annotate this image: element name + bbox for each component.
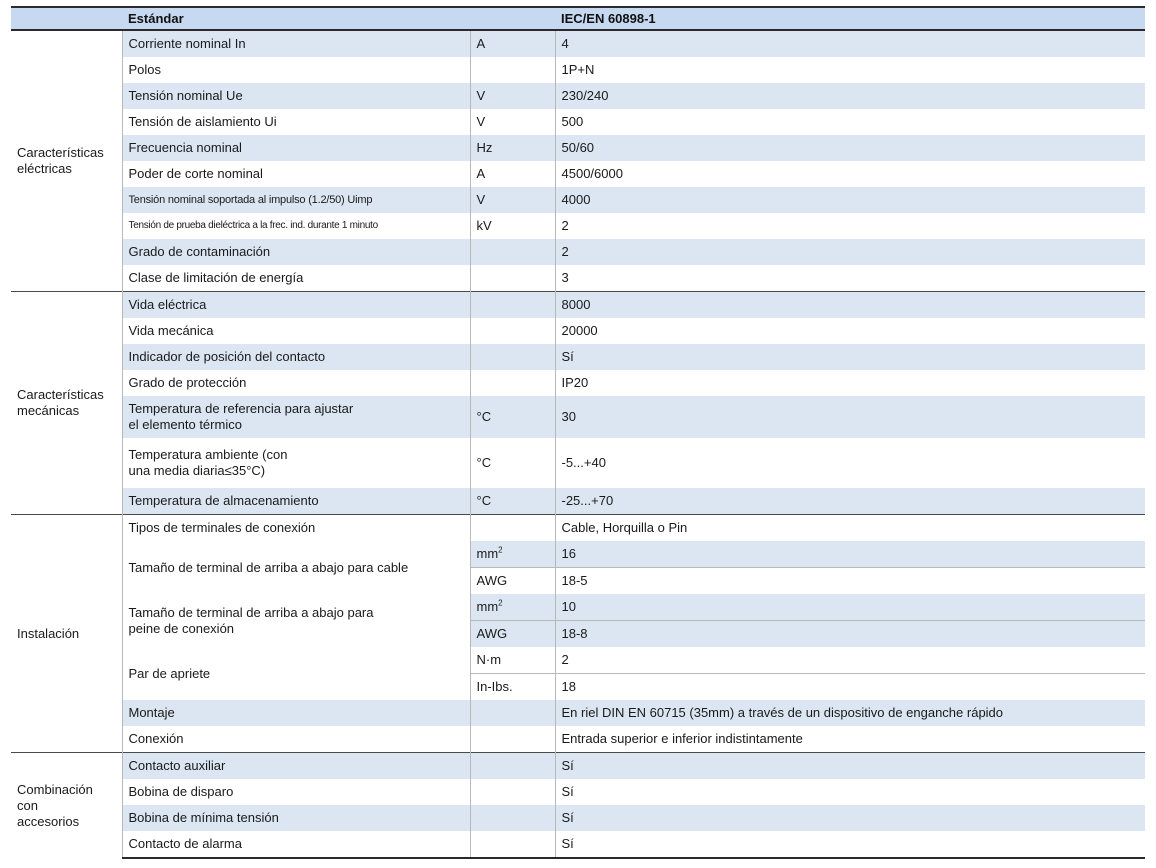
value-cell: Entrada superior e inferior indistintamente xyxy=(561,731,803,746)
table-row xyxy=(11,541,1145,568)
unit-cell xyxy=(470,700,555,726)
table-header-row xyxy=(11,7,1145,30)
value-cell: 8000 xyxy=(555,292,1145,319)
spec-table xyxy=(11,6,1145,859)
group-label-electrical: Características eléctricas xyxy=(11,30,122,292)
table-row xyxy=(11,647,1145,674)
value-cell: IP20 xyxy=(561,375,589,390)
group-label-line: con xyxy=(17,797,38,813)
param-line: una media diaria≤35°C) xyxy=(128,463,266,478)
section-installation xyxy=(11,515,1145,753)
table-row xyxy=(11,753,1145,780)
param-cell: Temperatura de almacenamiento xyxy=(122,488,470,515)
table-row xyxy=(11,779,1145,805)
section-electrical xyxy=(11,30,1145,292)
param-cell xyxy=(122,396,470,438)
header-label: Estándar xyxy=(122,7,470,30)
unit-exponent: 2 xyxy=(498,598,503,608)
group-label-line: Combinación xyxy=(17,781,93,797)
unit-cell xyxy=(470,805,555,831)
value-cell: 4 xyxy=(555,30,1145,57)
table-row xyxy=(11,109,1145,135)
value-cell: 2 xyxy=(561,652,569,667)
unit-cell: V xyxy=(470,83,555,109)
value-cell: 18-5 xyxy=(555,568,1145,595)
param-cell: Tamaño de terminal de arriba a abajo para cable xyxy=(122,541,470,594)
table-row xyxy=(11,30,1145,57)
table-row xyxy=(11,292,1145,319)
unit-cell xyxy=(470,344,555,370)
param-cell: Clase de limitación de energía xyxy=(128,270,304,285)
value-cell: 18-8 xyxy=(555,621,1145,648)
table-row xyxy=(11,396,1145,438)
unit-cell xyxy=(470,831,555,858)
value-cell: 230/240 xyxy=(555,83,1145,109)
param-cell: Grado de contaminación xyxy=(122,239,470,265)
value-cell: -25...+70 xyxy=(555,488,1145,515)
param-cell: Par de apriete xyxy=(128,665,211,681)
group-label-line: accesorios xyxy=(17,813,80,829)
value-cell: Sí xyxy=(555,805,1145,831)
unit-cell: °C xyxy=(470,396,555,438)
unit-cell: AWG xyxy=(470,621,555,648)
value-cell: En riel DIN EN 60715 (35mm) a través de un dispositivo de enganche rápido xyxy=(555,700,1145,726)
param-cell: Tensión nominal Ue xyxy=(122,83,470,109)
unit-cell xyxy=(470,265,555,292)
unit-exponent: 2 xyxy=(498,545,503,555)
param-cell: Bobina de mínima tensión xyxy=(122,805,470,831)
table-row xyxy=(11,318,1145,344)
table-row xyxy=(11,594,1145,621)
group-label-installation: Instalación xyxy=(11,515,122,753)
header-group-cell xyxy=(11,7,122,30)
value-cell: 500 xyxy=(561,114,584,129)
unit-cell xyxy=(470,541,555,568)
table-row xyxy=(11,83,1145,109)
table-row xyxy=(11,515,1145,542)
param-cell: Vida eléctrica xyxy=(122,292,470,319)
param-cell: Frecuencia nominal xyxy=(122,135,470,161)
section-mechanical xyxy=(11,292,1145,515)
unit-cell: °C xyxy=(470,438,555,488)
unit-cell: V xyxy=(470,109,555,135)
value-cell: Sí xyxy=(555,753,1145,780)
unit-text: mm xyxy=(476,599,499,614)
section-accessories xyxy=(11,753,1145,859)
param-cell: Vida mecánica xyxy=(128,323,214,338)
unit-cell xyxy=(470,318,555,344)
param-line: Temperatura ambiente (con xyxy=(128,447,288,462)
param-cell xyxy=(122,438,470,488)
param-cell: Tensión de aislamiento Ui xyxy=(128,114,277,129)
table-row xyxy=(11,344,1145,370)
unit-cell: A xyxy=(470,161,555,187)
value-cell: Sí xyxy=(561,784,574,799)
param-cell: Indicador de posición del contacto xyxy=(122,344,470,370)
spec-table-container xyxy=(11,6,1145,859)
unit-cell xyxy=(470,57,555,83)
unit-cell: N·m xyxy=(470,647,555,674)
value-cell: 20000 xyxy=(561,323,598,338)
param-cell: Poder de corte nominal xyxy=(128,166,263,181)
value-cell: Sí xyxy=(555,344,1145,370)
table-row xyxy=(11,438,1145,488)
unit-cell: AWG xyxy=(470,568,555,595)
param-line: Temperatura de referencia para ajustar xyxy=(128,401,354,416)
value-cell: Cable, Horquilla o Pin xyxy=(555,515,1145,542)
param-cell: Conexión xyxy=(128,731,184,746)
param-cell: Polos xyxy=(128,62,162,77)
param-cell: Contacto de alarma xyxy=(122,831,470,858)
param-cell: Montaje xyxy=(122,700,470,726)
param-line: peine de conexión xyxy=(128,620,235,636)
table-row xyxy=(11,161,1145,187)
group-label-accessories xyxy=(11,753,122,859)
unit-cell xyxy=(470,239,555,265)
param-line: Tamaño de terminal de arriba a abajo para xyxy=(128,604,374,620)
table-row xyxy=(11,370,1145,396)
unit-cell xyxy=(470,726,555,753)
unit-cell: Hz xyxy=(470,135,555,161)
table-row xyxy=(11,239,1145,265)
value-cell: Sí xyxy=(555,831,1145,858)
value-cell: 3 xyxy=(561,270,569,285)
unit-cell xyxy=(470,292,555,319)
value-cell: -5...+40 xyxy=(561,455,606,470)
unit-cell: In-Ibs. xyxy=(470,674,555,701)
param-cell: Tensión de prueba dieléctrica a la frec. ind. durante 1 minuto xyxy=(128,220,378,231)
param-cell xyxy=(122,594,470,647)
value-cell: 16 xyxy=(555,541,1145,568)
group-label-mechanical: Características mecánicas xyxy=(11,292,122,515)
header-unit xyxy=(470,7,555,30)
unit-cell: A xyxy=(470,30,555,57)
table-row xyxy=(11,488,1145,515)
value-cell: 4000 xyxy=(555,187,1145,213)
param-line: el elemento térmico xyxy=(128,417,242,432)
table-row xyxy=(11,213,1145,239)
param-cell: Tensión nominal soportada al impulso (1.2/50) Uimp xyxy=(122,187,470,213)
unit-cell: °C xyxy=(470,488,555,515)
param-cell: Corriente nominal In xyxy=(122,30,470,57)
table-row xyxy=(11,700,1145,726)
header-value: IEC/EN 60898-1 xyxy=(555,7,1145,30)
value-cell: 50/60 xyxy=(555,135,1145,161)
param-cell: Tipos de terminales de conexión xyxy=(122,515,470,542)
table-row xyxy=(11,805,1145,831)
value-cell: 2 xyxy=(555,239,1145,265)
unit-cell xyxy=(470,594,555,621)
value-cell: 18 xyxy=(555,674,1145,701)
table-row xyxy=(11,726,1145,753)
value-cell: 10 xyxy=(555,594,1145,621)
unit-text: mm xyxy=(476,546,499,561)
unit-cell: kV xyxy=(470,213,555,239)
table-row xyxy=(11,135,1145,161)
table-row xyxy=(11,831,1145,858)
table-row xyxy=(11,265,1145,292)
value-cell: 2 xyxy=(561,218,569,233)
value-cell: 4500/6000 xyxy=(561,166,623,181)
table-row xyxy=(11,57,1145,83)
unit-cell xyxy=(470,779,555,805)
unit-cell xyxy=(470,370,555,396)
value-cell: 30 xyxy=(555,396,1145,438)
table-row xyxy=(11,187,1145,213)
param-cell: Contacto auxiliar xyxy=(122,753,470,780)
value-cell: 1P+N xyxy=(561,62,595,77)
unit-cell xyxy=(470,753,555,780)
unit-cell xyxy=(470,515,555,542)
param-cell: Bobina de disparo xyxy=(128,784,234,799)
param-cell: Grado de protección xyxy=(128,375,247,390)
unit-cell: V xyxy=(470,187,555,213)
